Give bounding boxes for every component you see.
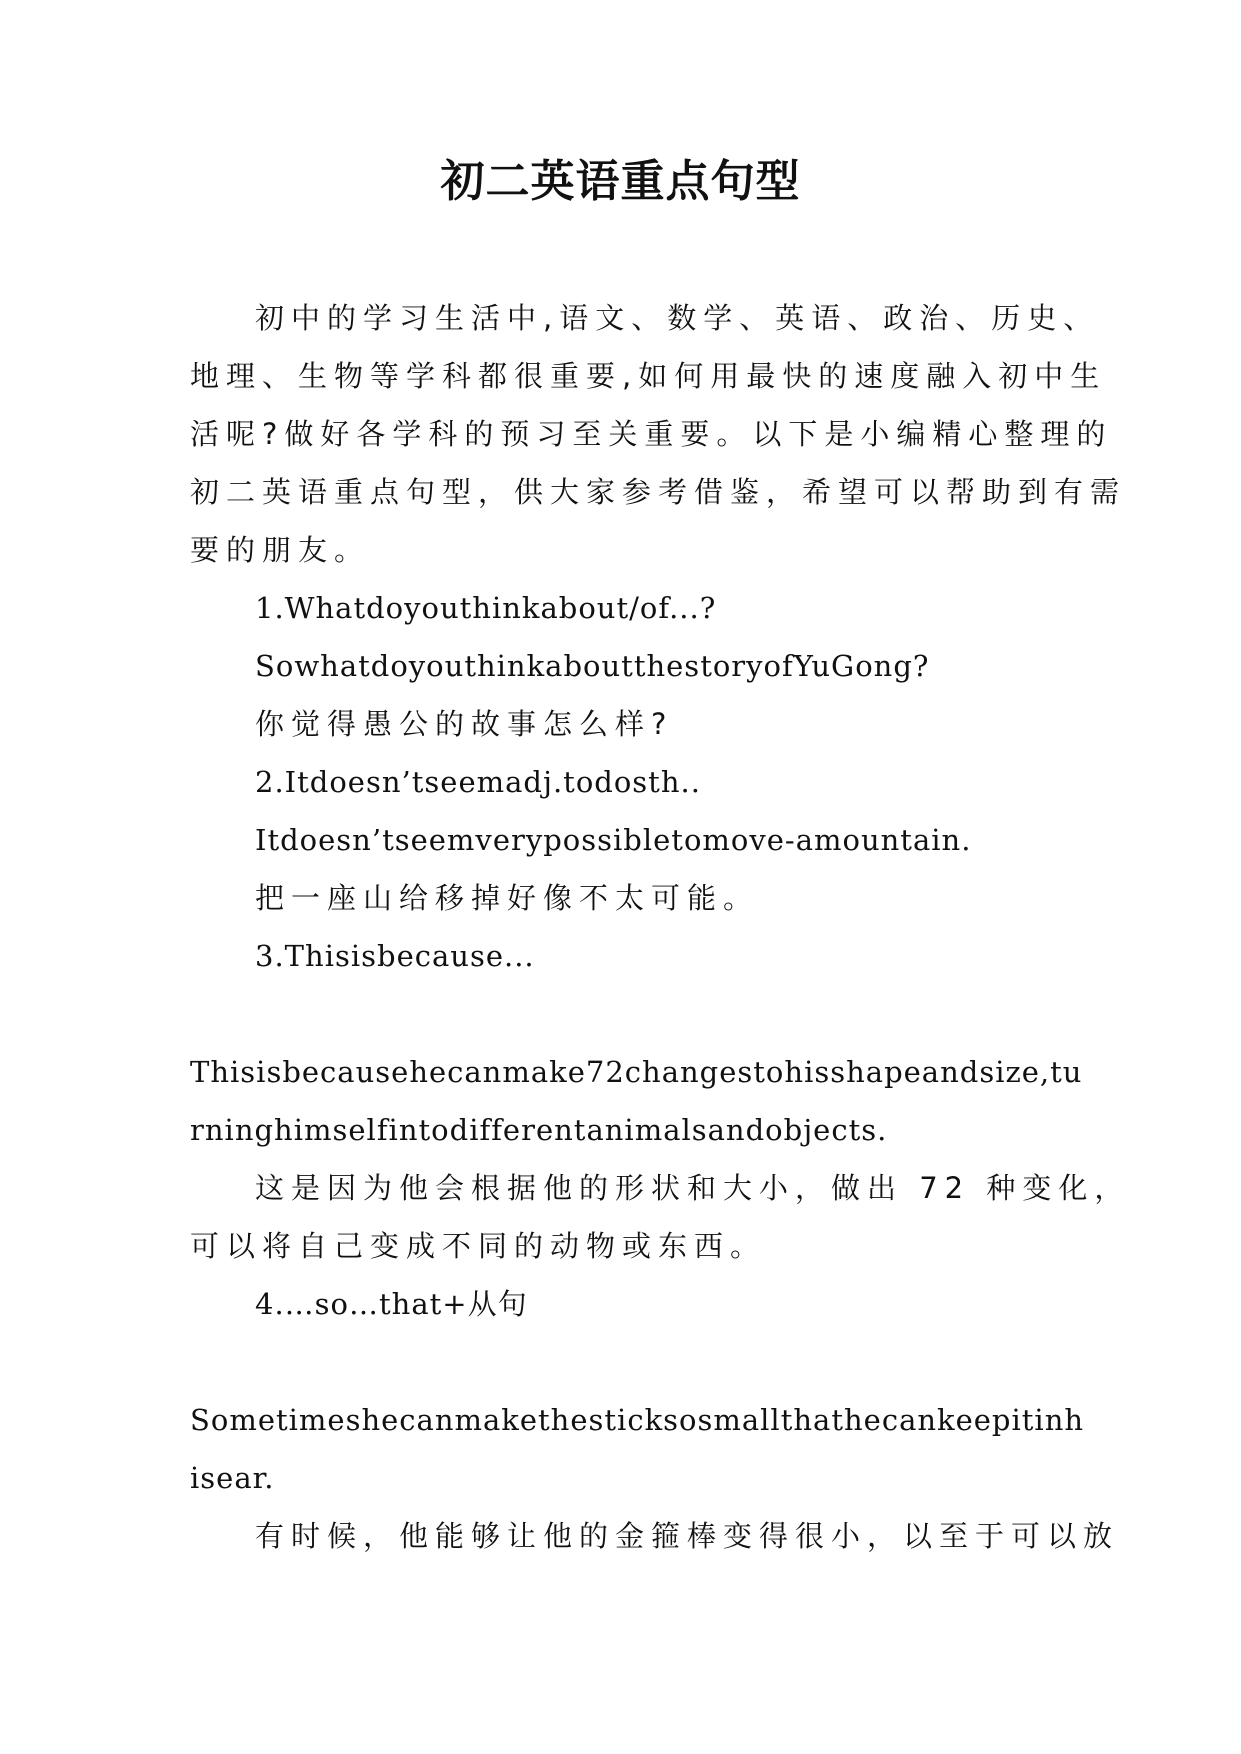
translation-line: 你觉得愚公的故事怎么样? [255,707,674,741]
paragraph-line: 初二英语重点句型，供大家参考借鉴，希望可以帮助到有需 [190,475,1127,509]
document-title: 初二英语重点句型 [440,156,801,207]
example-sentence-continued: isear. [190,1461,275,1495]
translation-line: 这是因为他会根据他的形状和大小，做出 72 种变化， [255,1171,1131,1205]
example-sentence: SowhatdoyouthinkaboutthestoryofYuGong? [255,649,930,683]
sentence-pattern-heading: 4.…so…that+从句 [255,1287,528,1321]
paragraph-line: 要的朋友。 [190,533,371,567]
translation-line: 有时候，他能够让他的金箍棒变得很小，以至于可以放 [255,1519,1120,1553]
paragraph-line: 初中的学习生活中,语文、数学、英语、政治、历史、 [255,301,1100,335]
example-sentence: Thisisbecausehecanmake72changestohisshapeandsize,tu [190,1055,1083,1089]
paragraph-line: 地理、生物等学科都很重要,如何用最快的速度融入初中生 [190,359,1107,393]
example-sentence: Itdoesn’tseemverypossibletomove-amountain. [255,823,972,857]
example-sentence-continued: rninghimselfintodifferentanimalsandobjects. [190,1113,888,1147]
paragraph-line: 活呢?做好各学科的预习至关重要。以下是小编精心整理的 [190,417,1113,451]
translation-line-continued: 可以将自己变成不同的动物或东西。 [190,1229,767,1263]
example-sentence: Sometimeshecanmakethesticksosmallthathecankeepitinh [190,1403,1085,1437]
sentence-pattern-heading: 3.Thisisbecause... [255,939,535,973]
sentence-pattern-heading: 2.Itdoesn’tseemadj.todosth.. [255,765,701,799]
sentence-pattern-heading: 1.Whatdoyouthinkabout/of...? [255,591,717,625]
translation-line: 把一座山给移掉好像不太可能。 [255,881,760,915]
